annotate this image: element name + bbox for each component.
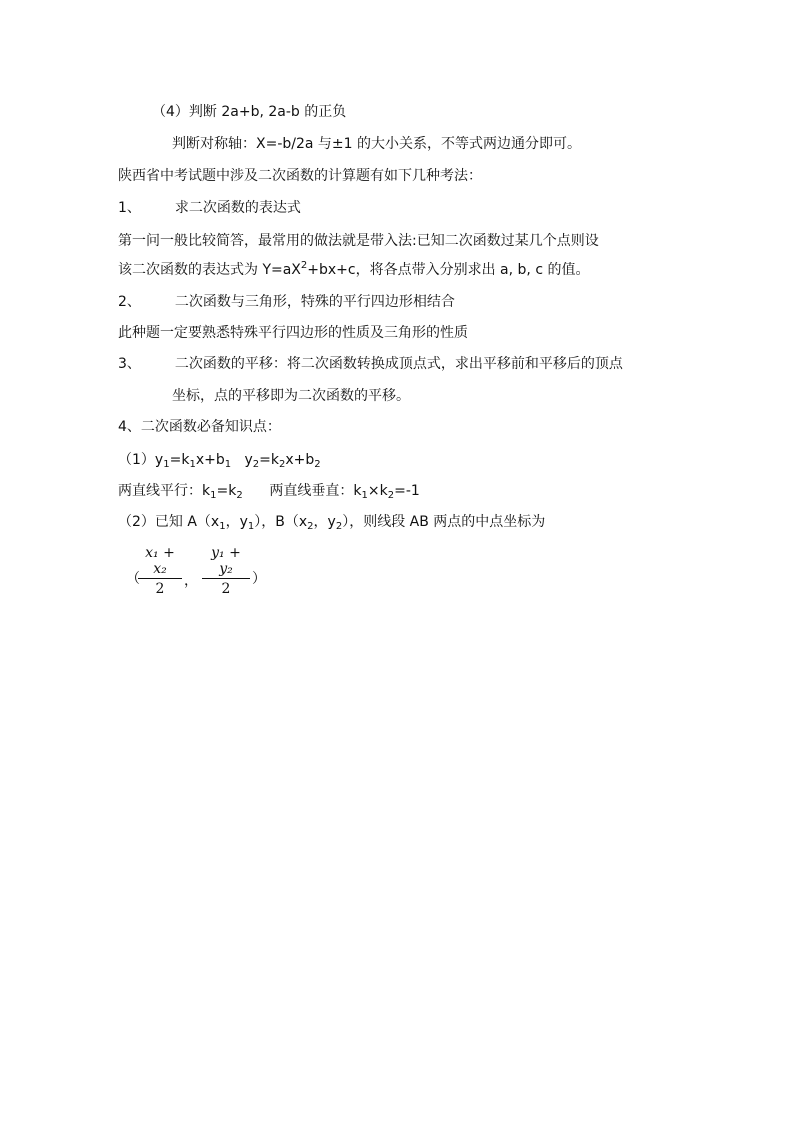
text: =k	[259, 452, 279, 468]
list-item-3	[118, 354, 623, 374]
list-item-text: 二次函数与三角形，特殊的平行四边形相结合	[174, 294, 455, 310]
line-parallel-perpendicular	[118, 481, 420, 501]
text: ），则线段 AB 两点的中点坐标为	[342, 514, 546, 530]
list-item-text: 求二次函数的表达式	[174, 200, 301, 216]
line-expression	[118, 260, 589, 280]
line-knowledge-heading: 4、二次函数必备知识点：	[118, 419, 281, 435]
expression-text: 该二次函数的表达式为 Y=aX	[118, 262, 301, 278]
text: =-1	[394, 483, 420, 499]
expression-text-rest: +bx+c，将各点带入分别求出 a, b, c 的值。	[307, 262, 590, 278]
fraction-denominator: 2	[221, 581, 231, 597]
text: x+b	[285, 452, 315, 468]
fraction-denominator: 2	[155, 581, 165, 597]
line-axis-of-symmetry: 判断对称轴：X=-b/2a 与±1 的大小关系，不等式两边通分即可。	[172, 136, 581, 152]
comma: ，	[184, 573, 198, 589]
subscript: 2	[278, 459, 286, 470]
line-midpoint-intro	[118, 512, 545, 532]
subscript: 2	[236, 490, 243, 501]
subscript: 1	[361, 490, 368, 501]
open-paren: （	[126, 571, 140, 587]
var-y: y	[244, 452, 253, 468]
list-item-number: 2、	[118, 294, 141, 310]
subscript: 1	[210, 490, 217, 501]
line-linear-functions	[118, 450, 321, 470]
text: ，y	[225, 514, 248, 530]
subscript: 2	[252, 459, 260, 470]
subscript: 2	[335, 521, 343, 532]
var-y: y	[154, 452, 164, 468]
superscript: 2	[300, 260, 308, 271]
subscript: 2	[387, 490, 395, 501]
subscript: 1	[219, 521, 226, 532]
line-translation: 坐标，点的平移即为二次函数的平移。	[172, 388, 410, 404]
text: ×k	[367, 483, 388, 499]
close-paren: ）	[252, 571, 266, 587]
subscript: 1	[163, 459, 170, 470]
line-exam-intro: 陕西省中考试题中涉及二次函数的计算题有如下几种考法：	[118, 168, 482, 184]
label-1: （1）	[118, 452, 155, 468]
text: ，y	[313, 514, 336, 530]
fraction-y	[202, 545, 250, 597]
subscript: 2	[314, 459, 321, 470]
subscript: 1	[224, 459, 232, 470]
text: =k	[169, 452, 190, 468]
line-method-intro: 第一问一般比较简答，最常用的做法就是带入法:已知二次函数过某几个点则设	[118, 233, 599, 249]
text: 两直线平行：k	[118, 483, 211, 499]
line-properties: 此种题一定要熟悉特殊平行四边形的性质及三角形的性质	[118, 325, 468, 341]
line-judge-sign: （4）判断 2a+b, 2a-b 的正负	[152, 104, 347, 120]
subscript: 1	[189, 459, 196, 470]
list-item-number: 3、	[118, 356, 141, 372]
list-item-1	[118, 198, 301, 218]
text: x+b	[195, 452, 225, 468]
text: ），B（x	[254, 514, 308, 530]
fraction-numerator: y₁ + y₂	[202, 545, 250, 579]
spacer	[231, 452, 244, 468]
list-item-2	[118, 292, 455, 312]
list-item-number: 1、	[118, 200, 141, 216]
subscript: 2	[307, 521, 314, 532]
fraction-x	[138, 545, 182, 597]
text: （2）已知 A（x	[118, 514, 220, 530]
text: 两直线垂直：k	[242, 483, 362, 499]
list-item-text: 二次函数的平移：将二次函数转换成顶点式，求出平移前和平移后的顶点	[174, 356, 623, 372]
subscript: 1	[247, 521, 255, 532]
text: =k	[216, 483, 237, 499]
fraction-numerator: x₁ + x₂	[138, 545, 182, 579]
